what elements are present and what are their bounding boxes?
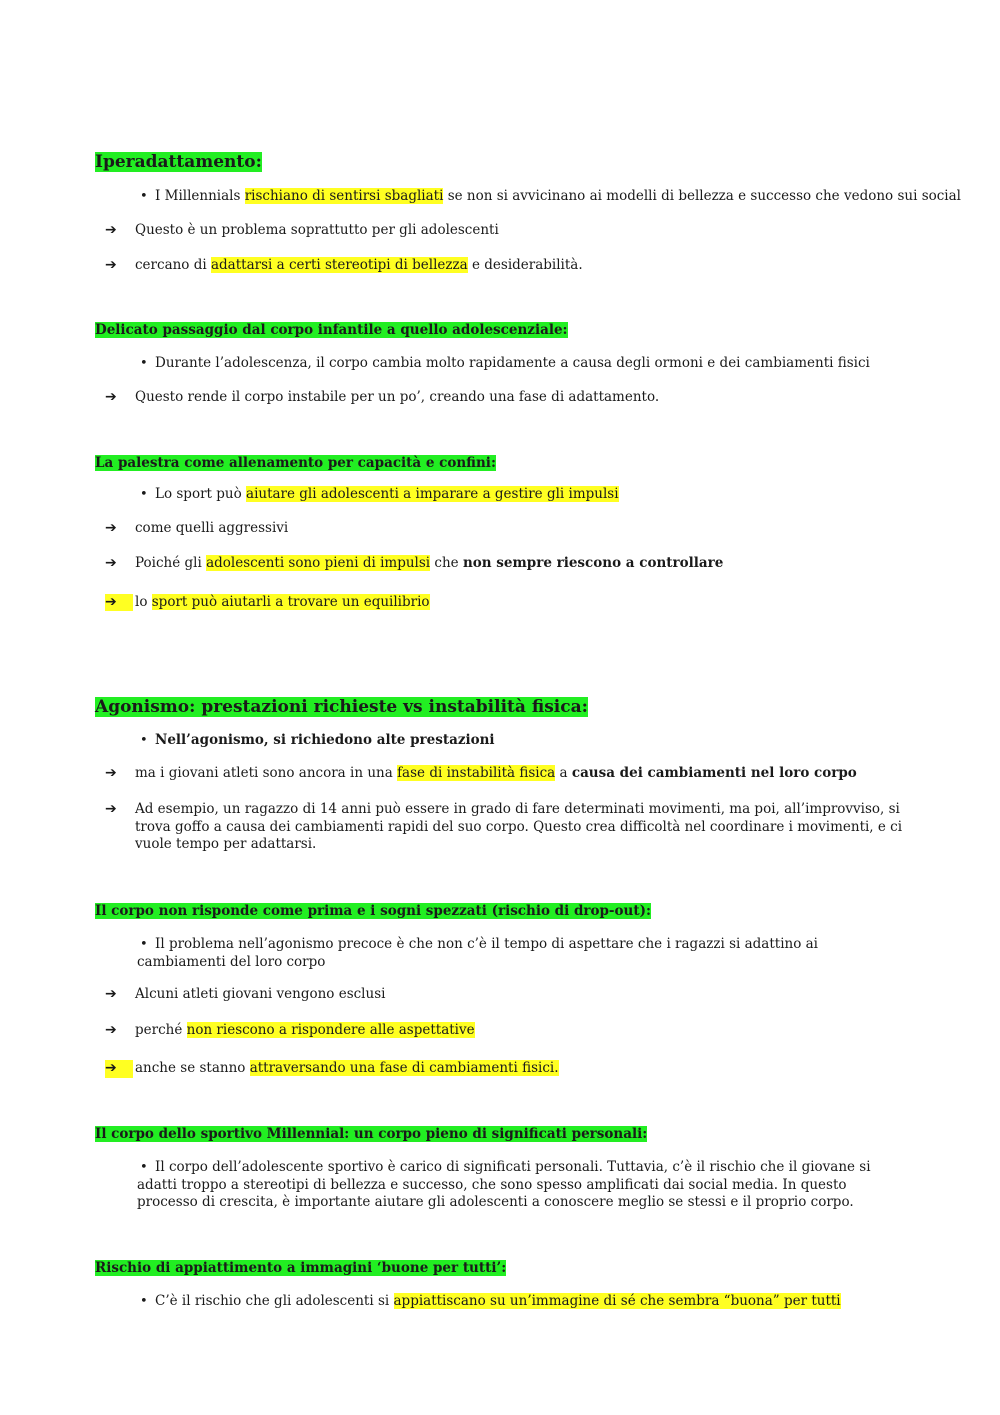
- section-palestra: [95, 455, 910, 611]
- bullet-icon: •: [140, 937, 148, 953]
- arrow-right-icon: ➔: [105, 1021, 117, 1038]
- bullet-item: • C’è il rischio che gli adolescenti si appiattiscano su un’immagine di sé che sembra “buona” per tutti: [140, 1293, 841, 1310]
- arrow-item: ➔ lo sport può aiutarli a trovare un equilibrio: [105, 593, 430, 610]
- section-appiattimento: [95, 1260, 910, 1311]
- arrow-item: ➔ anche se stanno attraversando una fase di cambiamenti fisici.: [105, 1060, 559, 1077]
- section-heading: Iperadattamento:: [95, 152, 262, 172]
- section-heading: Delicato passaggio dal corpo infantile a quello adolescenziale:: [95, 322, 568, 338]
- section-agonismo: [95, 697, 910, 854]
- arrow-right-icon: ➔: [105, 555, 117, 572]
- section-corpo-millennial: [95, 1126, 910, 1212]
- arrow-item: ➔ ma i giovani atleti sono ancora in una fase di instabilità fisica a causa dei cambiamenti nel loro corpo: [105, 764, 857, 781]
- arrow-right-icon: ➔: [105, 388, 117, 405]
- arrow-item: ➔ Questo rende il corpo instabile per un po’, creando una fase di adattamento.: [105, 388, 660, 405]
- bullet-item: • Nell’agonismo, si richiedono alte prestazioni: [140, 732, 495, 749]
- bullet-item: • Il problema nell’agonismo precoce è che non c’è il tempo di aspettare che i ragazzi si adattino ai cambiamenti del loro corpo: [137, 936, 819, 970]
- arrow-item: ➔ Poiché gli adolescenti sono pieni di impulsi che non sempre riescono a controllare: [105, 555, 724, 572]
- section-drop-out: [95, 903, 910, 1078]
- arrow-right-icon: ➔: [105, 519, 117, 536]
- section-heading: Rischio di appiattimento a immagini ‘buone per tutti’:: [95, 1260, 507, 1276]
- bullet-item: • I Millennials rischiano di sentirsi sbagliati se non si avvicinano ai modelli di bellezza e successo che vedono sui social: [140, 188, 961, 205]
- arrow-right-icon: ➔: [105, 801, 117, 818]
- arrow-item: ➔ Ad esempio, un ragazzo di 14 anni può essere in grado di fare determinati movimenti, ma poi, all’improvviso, si trova goffo a causa dei cambiamenti rapidi del suo corpo. Questo crea difficoltà nel coordinare i movimenti, e ci vuole tempo per adattarsi.: [105, 801, 903, 853]
- bullet-item: • Durante l’adolescenza, il corpo cambia molto rapidamente a causa degli ormoni e dei cambiamenti fisici: [140, 355, 870, 372]
- arrow-item: ➔ come quelli aggressivi: [105, 519, 289, 536]
- bullet-icon: •: [140, 1294, 148, 1310]
- arrow-item: ➔ Alcuni atleti giovani vengono esclusi: [105, 986, 386, 1003]
- bullet-icon: •: [140, 356, 148, 372]
- arrow-right-icon: ➔: [105, 221, 117, 238]
- section-heading: Il corpo dello sportivo Millennial: un corpo pieno di significati personali:: [95, 1126, 648, 1142]
- section-heading: Il corpo non risponde come prima e i sogni spezzati (rischio di drop-out):: [95, 903, 651, 919]
- arrow-item: ➔ cercano di adattarsi a certi stereotipi di bellezza e desiderabilità.: [105, 257, 583, 274]
- arrow-item: ➔ Questo è un problema soprattutto per gli adolescenti: [105, 221, 499, 238]
- bullet-item: • Il corpo dell’adolescente sportivo è carico di significati personali. Tuttavia, c’è il rischio che il giovane si adatti troppo a stereotipi di bellezza e successo, che sono spesso amplificati dai social media. In questo processo di crescita, è importante aiutare gli adolescenti a conoscere meglio se stessi e il proprio corpo.: [137, 1159, 871, 1211]
- section-iperadattamento: [95, 152, 961, 275]
- arrow-right-icon: ➔: [105, 986, 117, 1003]
- arrow-right-icon: ➔: [105, 1060, 133, 1078]
- bullet-icon: •: [140, 189, 148, 205]
- arrow-right-icon: ➔: [105, 257, 117, 274]
- bullet-icon: •: [140, 1160, 148, 1176]
- arrow-item: ➔ perché non riescono a rispondere alle aspettative: [105, 1021, 475, 1038]
- section-heading: La palestra come allenamento per capacità e confini:: [95, 455, 496, 471]
- bullet-item: • Lo sport può aiutare gli adolescenti a imparare a gestire gli impulsi: [140, 486, 619, 503]
- bullet-icon: •: [140, 733, 148, 749]
- bullet-icon: •: [140, 487, 148, 503]
- section-delicato-passaggio: [95, 322, 910, 406]
- section-heading: Agonismo: prestazioni richieste vs instabilità fisica:: [95, 697, 588, 717]
- arrow-right-icon: ➔: [105, 764, 117, 781]
- arrow-right-icon: ➔: [105, 594, 133, 612]
